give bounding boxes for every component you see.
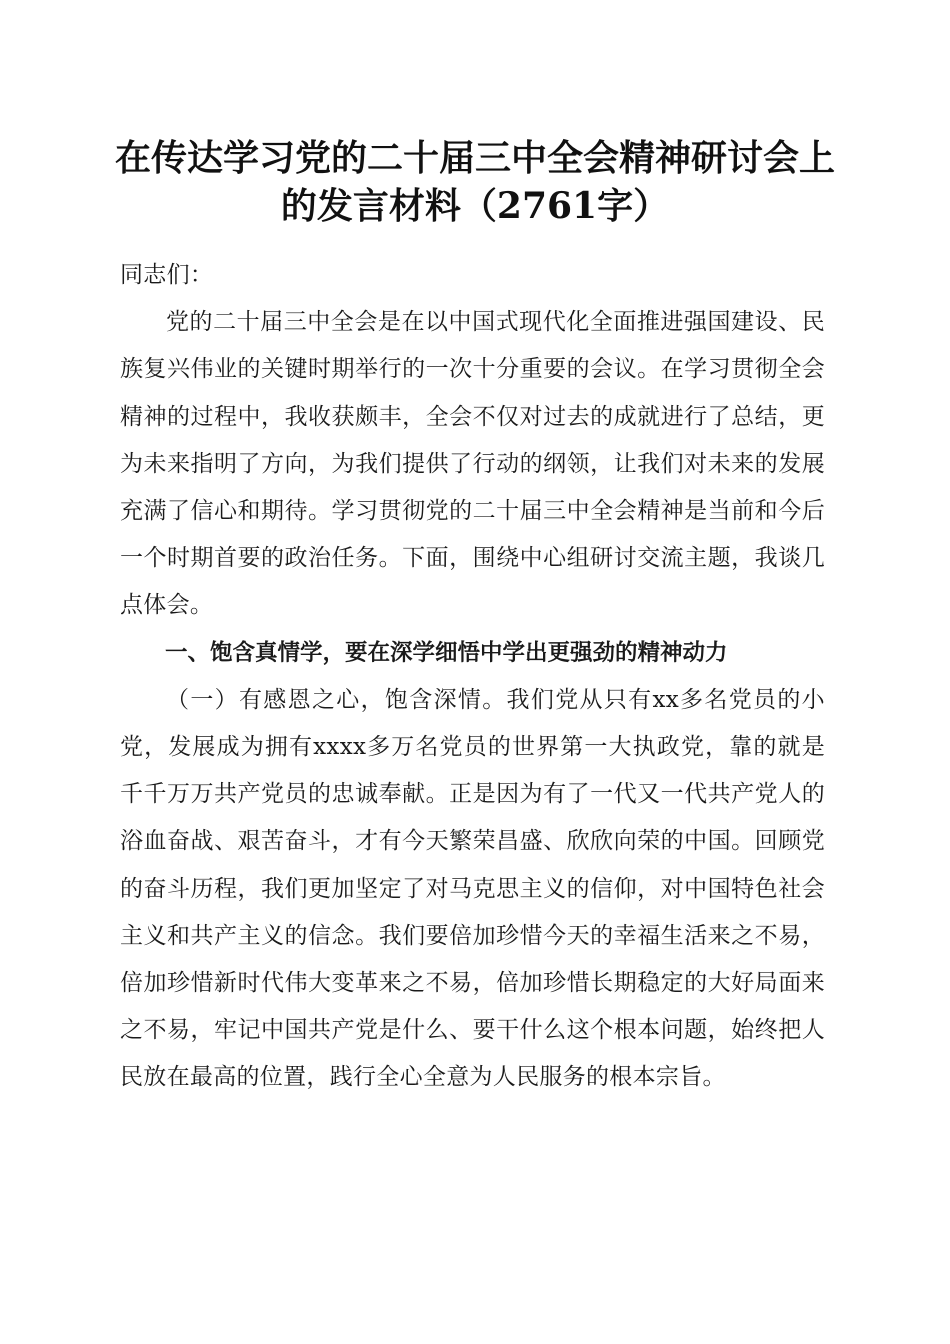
section-1-heading: 一、饱含真情学，要在深学细悟中学出更强劲的精神动力 <box>165 639 728 666</box>
intro-paragraph: 党的二十届三中全会是在以中国式现代化全面推进强国建设、民族复兴伟业的关键时期举行的一次十分重要的会议。在学习贯彻全会精神的过程中，我收获颇丰，全会不仅对过去的成就进行了总结，更为未来指明了方向，为我们提供了行动的纲领，让我们对未来的发展充满了信心和期待。学习贯彻党的二十届三中全会精神是当前和今后一个时期首要的政治任务。下面，围绕中心组研讨交流主题，我谈几点体会。 <box>120 309 825 619</box>
document-title <box>110 134 840 230</box>
title-line-2: 的发言材料（2761字） <box>280 185 670 227</box>
title-line-1: 在传达学习党的二十届三中全会精神研讨会上 <box>114 137 835 179</box>
subsection-1-paragraph <box>120 677 825 1102</box>
document-body <box>120 252 825 1102</box>
salutation: 同志们： <box>120 262 214 288</box>
subsection-1-lead: （一）有感恩之心，饱含深情。 <box>166 686 507 713</box>
subsection-1-body: 我们党从只有xx多名党员的小党，发展成为拥有xxxx多万名党员的世界第一大执政党，靠的就是千千万万共产党员的忠诚奉献。正是因为有了一代又一代共产党人的浴血奋战、艰苦奋斗，才有今天繁荣昌盛、欣欣向荣的中国。回顾党的奋斗历程，我们更加坚定了对马克思主义的信仰，对中国特色社会主义和共产主义的信念。我们要倍加珍惜今天的幸福生活来之不易，倍加珍惜新时代伟大变革来之不易，倍加珍惜长期稳定的大好局面来之不易，牢记中国共产党是什么、要干什么这个根本问题，始终把人民放在最高的位置，践行全心全意为人民服务的根本宗旨。 <box>120 686 825 1091</box>
